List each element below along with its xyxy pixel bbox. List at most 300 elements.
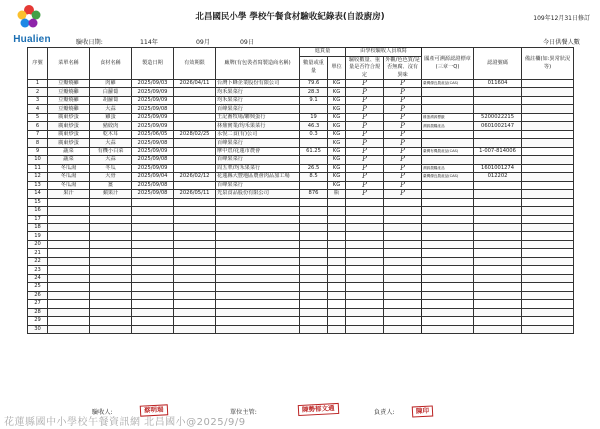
cell-no: 11 — [28, 164, 48, 172]
cell-qty: 61.25 — [300, 147, 328, 155]
cell-qty — [300, 240, 328, 248]
cell-no: 29 — [28, 317, 48, 325]
cell-check-qty — [346, 223, 384, 231]
cell-qty — [300, 266, 328, 274]
cell-cert-no — [474, 257, 522, 265]
cell-expiry — [174, 147, 216, 155]
cell-mfg-date: 2025/09/08 — [132, 190, 174, 198]
cell-ingredient: 有機小白菜 — [90, 147, 132, 155]
cell-check-qty: P — [346, 96, 384, 104]
table-row — [28, 300, 574, 308]
table-row — [28, 240, 574, 248]
cell-expiry: 2026/05/11 — [174, 190, 216, 198]
cell-check-appearance: P — [384, 181, 422, 189]
cell-check-qty — [346, 325, 384, 333]
cell-dish: 廣東炒蛋 — [48, 122, 90, 130]
cell-unit: KG — [328, 96, 346, 104]
cell-check-qty — [346, 240, 384, 248]
cell-brand: 百峰果菜行 — [216, 139, 300, 147]
table-row — [28, 139, 574, 147]
table-row — [28, 317, 574, 325]
cell-check-qty: P — [346, 80, 384, 88]
cell-remark — [522, 300, 574, 308]
cell-qty — [300, 232, 328, 240]
cell-check-qty — [346, 300, 384, 308]
table-row — [28, 156, 574, 164]
cell-brand: 均禾果菜行 — [216, 88, 300, 96]
cell-no: 10 — [28, 156, 48, 164]
cell-dish — [48, 300, 90, 308]
cell-check-qty: P — [346, 156, 384, 164]
cell-cert-label — [422, 96, 474, 104]
cell-brand — [216, 283, 300, 291]
cell-ingredient — [90, 249, 132, 257]
cell-unit: KG — [328, 122, 346, 130]
cell-qty: 28.3 — [300, 88, 328, 96]
cell-qty: 19 — [300, 113, 328, 121]
cell-check-appearance: P — [384, 139, 422, 147]
cell-no: 4 — [28, 105, 48, 113]
cell-brand: 永悅二食(有)公司 — [216, 130, 300, 138]
cell-no: 12 — [28, 173, 48, 181]
cell-dish — [48, 257, 90, 265]
cell-dish — [48, 274, 90, 282]
cell-mfg-date: 2025/09/09 — [132, 113, 174, 121]
cell-check-appearance — [384, 207, 422, 215]
cell-mfg-date — [132, 232, 174, 240]
cell-no: 28 — [28, 308, 48, 316]
table-row — [28, 308, 574, 316]
cell-no: 27 — [28, 300, 48, 308]
cell-check-qty: P — [346, 130, 384, 138]
cell-ingredient — [90, 274, 132, 282]
cell-unit — [328, 232, 346, 240]
cell-mfg-date — [132, 240, 174, 248]
cell-check-appearance: P — [384, 164, 422, 172]
cell-expiry — [174, 96, 216, 104]
cell-expiry — [174, 207, 216, 215]
cell-dish: 冬瓜湯 — [48, 164, 90, 172]
cell-cert-label — [422, 266, 474, 274]
cell-ingredient — [90, 266, 132, 274]
cell-check-qty — [346, 198, 384, 206]
cell-qty — [300, 215, 328, 223]
cell-expiry — [174, 164, 216, 172]
cell-no: 15 — [28, 198, 48, 206]
cell-brand — [216, 207, 300, 215]
cell-expiry: 2026/02/12 — [174, 173, 216, 181]
cell-check-qty: P — [346, 147, 384, 155]
cell-qty: 876 — [300, 190, 328, 198]
cell-remark — [522, 190, 574, 198]
cell-no: 18 — [28, 223, 48, 231]
cell-no: 6 — [28, 122, 48, 130]
cell-cert-no — [474, 215, 522, 223]
cell-cert-no: 012202 — [474, 173, 522, 181]
cell-ingredient: 雞蛋 — [90, 113, 132, 121]
table-row — [28, 113, 574, 121]
header-cert-label: 國產可溯源認證標章(三章一Q) — [422, 48, 474, 80]
cell-cert-label — [422, 325, 474, 333]
table-body — [28, 80, 574, 334]
cell-remark — [522, 173, 574, 181]
table-row — [28, 198, 574, 206]
table-row — [28, 283, 574, 291]
cell-qty: 26.5 — [300, 164, 328, 172]
cell-remark — [522, 266, 574, 274]
table-row — [28, 207, 574, 215]
date-month: 09月 — [196, 39, 211, 46]
cell-ingredient — [90, 291, 132, 299]
cell-check-appearance — [384, 240, 422, 248]
cell-cert-label: 雞蛋溯源標籤 — [422, 113, 474, 121]
cell-brand: 百峰果菜行 — [216, 156, 300, 164]
cell-expiry — [174, 240, 216, 248]
cell-remark — [522, 122, 574, 130]
cell-check-qty — [346, 232, 384, 240]
cell-cert-label — [422, 223, 474, 231]
table-row — [28, 130, 574, 138]
cell-remark — [522, 257, 574, 265]
cell-check-qty: P — [346, 139, 384, 147]
cell-ingredient: 大蒜 — [90, 156, 132, 164]
cell-mfg-date — [132, 215, 174, 223]
cell-unit — [328, 325, 346, 333]
cell-mfg-date — [132, 223, 174, 231]
cell-expiry — [174, 215, 216, 223]
cell-no: 1 — [28, 80, 48, 88]
cell-check-qty — [346, 249, 384, 257]
header-qty: 數量或重量 — [300, 56, 328, 80]
principal-label: 負責人: — [374, 409, 395, 416]
cell-brand: 百峰果菜行 — [216, 105, 300, 113]
cell-expiry — [174, 88, 216, 96]
cell-dish — [48, 232, 90, 240]
cell-expiry — [174, 266, 216, 274]
table-row — [28, 291, 574, 299]
cell-cert-label: 臺灣優良農產品(CAS) — [422, 80, 474, 88]
table-row — [28, 232, 574, 240]
cell-expiry: 2026/04/11 — [174, 80, 216, 88]
cell-no: 20 — [28, 240, 48, 248]
cell-check-appearance — [384, 274, 422, 282]
cell-qty — [300, 325, 328, 333]
cell-cert-no — [474, 156, 522, 164]
cell-no: 14 — [28, 190, 48, 198]
cell-expiry — [174, 139, 216, 147]
cell-mfg-date — [132, 257, 174, 265]
cell-expiry — [174, 257, 216, 265]
cell-brand — [216, 300, 300, 308]
table-row — [28, 147, 574, 155]
cell-unit — [328, 300, 346, 308]
cell-ingredient — [90, 257, 132, 265]
cell-expiry — [174, 156, 216, 164]
cell-check-appearance — [384, 300, 422, 308]
header-expiry: 有效期限 — [174, 48, 216, 80]
cell-brand — [216, 223, 300, 231]
cell-expiry — [174, 105, 216, 113]
cell-cert-no — [474, 266, 522, 274]
cell-cert-label — [422, 181, 474, 189]
cell-cert-no — [474, 105, 522, 113]
cell-ingredient — [90, 207, 132, 215]
cell-qty — [300, 274, 328, 282]
cell-mfg-date: 2025/09/03 — [132, 80, 174, 88]
cell-check-appearance — [384, 308, 422, 316]
cell-cert-no — [474, 308, 522, 316]
cell-qty — [300, 308, 328, 316]
cell-brand: 摩中倉/花蓮市農會 — [216, 147, 300, 155]
cell-cert-no: 011604 — [474, 80, 522, 88]
cell-ingredient — [90, 198, 132, 206]
cell-qty: 79.6 — [300, 80, 328, 88]
cell-dish — [48, 325, 90, 333]
cell-remark — [522, 308, 574, 316]
cell-brand — [216, 249, 300, 257]
cell-check-appearance — [384, 266, 422, 274]
cell-cert-no — [474, 96, 522, 104]
cell-check-qty: P — [346, 122, 384, 130]
cell-check-qty: P — [346, 181, 384, 189]
cell-expiry — [174, 300, 216, 308]
cell-dish — [48, 215, 90, 223]
table-row — [28, 249, 574, 257]
cell-brand: 台灣卜蜂企業股份有限公司 — [216, 80, 300, 88]
cell-cert-no: 1-007-814006 — [474, 147, 522, 155]
cell-brand — [216, 266, 300, 274]
inspector-label: 驗收人: — [92, 409, 113, 416]
cell-qty — [300, 249, 328, 257]
cell-unit — [328, 223, 346, 231]
date-day: 09日 — [240, 39, 255, 46]
cell-remark — [522, 113, 574, 121]
cell-brand: 林鼎實業/均禾果菜行 — [216, 122, 300, 130]
cell-expiry — [174, 232, 216, 240]
cell-ingredient — [90, 215, 132, 223]
cell-remark — [522, 105, 574, 113]
cell-no: 21 — [28, 249, 48, 257]
cell-cert-no — [474, 300, 522, 308]
cell-qty — [300, 198, 328, 206]
cell-brand — [216, 317, 300, 325]
cell-expiry: 2028/02/25 — [174, 130, 216, 138]
cell-qty — [300, 291, 328, 299]
cell-mfg-date: 2025/09/08 — [132, 181, 174, 189]
cell-check-appearance: P — [384, 105, 422, 113]
cell-dish — [48, 249, 90, 257]
cell-cert-no — [474, 198, 522, 206]
date-year: 114年 — [140, 39, 158, 46]
cell-cert-no — [474, 274, 522, 282]
table-row — [28, 122, 574, 130]
cell-dish — [48, 223, 90, 231]
cell-check-qty: P — [346, 113, 384, 121]
cell-ingredient: 冬瓜 — [90, 164, 132, 172]
cell-check-qty — [346, 207, 384, 215]
cell-mfg-date — [132, 308, 174, 316]
cell-remark — [522, 283, 574, 291]
principal-stamp: 陳印 — [412, 405, 434, 417]
cell-ingredient: 豬絞肉 — [90, 122, 132, 130]
cell-remark — [522, 80, 574, 88]
cell-unit: KG — [328, 164, 346, 172]
cell-unit — [328, 283, 346, 291]
cell-remark — [522, 249, 574, 257]
table-row — [28, 105, 574, 113]
cell-unit — [328, 257, 346, 265]
table-row — [28, 88, 574, 96]
cell-dish — [48, 283, 90, 291]
cell-cert-no: 1601001274 — [474, 164, 522, 172]
cell-check-qty — [346, 274, 384, 282]
cell-remark — [522, 232, 574, 240]
flower-emblem-icon — [16, 4, 42, 28]
cell-ingredient: 大蒜 — [90, 105, 132, 113]
cell-cert-label — [422, 291, 474, 299]
cell-cert-label — [422, 105, 474, 113]
cell-cert-no — [474, 181, 522, 189]
cell-cert-label — [422, 274, 474, 282]
cell-remark — [522, 130, 574, 138]
cell-brand — [216, 240, 300, 248]
cell-expiry — [174, 274, 216, 282]
cell-brand: 王記畜牧場/聯興蛋行 — [216, 113, 300, 121]
cell-mfg-date — [132, 198, 174, 206]
cell-mfg-date — [132, 283, 174, 291]
table-row — [28, 190, 574, 198]
cell-unit — [328, 291, 346, 299]
cell-check-qty — [346, 317, 384, 325]
header-dish: 菜單名稱 — [48, 48, 90, 80]
cell-cert-label — [422, 300, 474, 308]
cell-cert-no — [474, 232, 522, 240]
cell-qty — [300, 181, 328, 189]
cell-check-appearance: P — [384, 190, 422, 198]
cell-brand — [216, 308, 300, 316]
cell-check-appearance: P — [384, 96, 422, 104]
cell-check-appearance: P — [384, 88, 422, 96]
header-no: 序號 — [28, 48, 48, 80]
header-unit: 單位 — [328, 56, 346, 80]
cell-remark — [522, 207, 574, 215]
table-row — [28, 181, 574, 189]
cell-check-appearance: P — [384, 113, 422, 121]
meals-count-label: 今日供餐人數 — [542, 39, 580, 46]
cell-cert-no: 5200022215 — [474, 113, 522, 121]
cell-check-appearance — [384, 325, 422, 333]
cell-mfg-date: 2025/09/09 — [132, 88, 174, 96]
cell-cert-label — [422, 232, 474, 240]
cell-qty: 46.3 — [300, 122, 328, 130]
cell-remark — [522, 325, 574, 333]
cell-no: 30 — [28, 325, 48, 333]
cell-cert-no — [474, 130, 522, 138]
cell-unit — [328, 266, 346, 274]
cell-cert-no — [474, 240, 522, 248]
cell-qty — [300, 139, 328, 147]
cell-check-qty: P — [346, 190, 384, 198]
cell-remark — [522, 139, 574, 147]
cell-mfg-date — [132, 274, 174, 282]
cell-no: 3 — [28, 96, 48, 104]
cell-cert-no — [474, 283, 522, 291]
cell-mfg-date: 2025/09/09 — [132, 122, 174, 130]
cell-expiry — [174, 283, 216, 291]
cell-ingredient — [90, 317, 132, 325]
cell-mfg-date: 2025/09/09 — [132, 147, 174, 155]
header-brand: 廠牌(有包裝者寫製造商名稱) — [216, 48, 300, 80]
cell-qty — [300, 223, 328, 231]
cell-brand: 均禾果菜行 — [216, 96, 300, 104]
cell-expiry — [174, 308, 216, 316]
cell-check-qty: P — [346, 88, 384, 96]
cell-qty — [300, 317, 328, 325]
cell-unit — [328, 198, 346, 206]
cell-qty — [300, 156, 328, 164]
cell-cert-label: 溯源農糧產品 — [422, 122, 474, 130]
cell-check-appearance: P — [384, 147, 422, 155]
cell-cert-label — [422, 283, 474, 291]
cell-ingredient — [90, 223, 132, 231]
cell-mfg-date: 2025/09/04 — [132, 173, 174, 181]
cell-no: 7 — [28, 130, 48, 138]
cell-brand: 周五華/均禾果菜行 — [216, 164, 300, 172]
cell-ingredient: 白蘿蔔 — [90, 88, 132, 96]
cell-qty: 9.1 — [300, 96, 328, 104]
cell-no: 16 — [28, 207, 48, 215]
cell-cert-label — [422, 240, 474, 248]
cell-brand — [216, 215, 300, 223]
cell-cert-no — [474, 317, 522, 325]
cell-cert-no — [474, 190, 522, 198]
cell-no: 5 — [28, 113, 48, 121]
cell-unit: 瓶 — [328, 190, 346, 198]
logo-brand-text: Hualien — [13, 34, 51, 45]
cell-check-appearance: P — [384, 156, 422, 164]
header-check-appearance: 外觀/色色質/是否無腐、沒有異味 — [385, 56, 420, 78]
cell-mfg-date — [132, 266, 174, 274]
cell-cert-no: 0601002147 — [474, 122, 522, 130]
cell-qty: 0.3 — [300, 130, 328, 138]
cell-ingredient — [90, 283, 132, 291]
cell-dish: 廣東炒蛋 — [48, 130, 90, 138]
header-check-qty: 驗收數量、重量是否符合規定 — [346, 56, 384, 80]
cell-brand — [216, 198, 300, 206]
cell-mfg-date: 2025/06/05 — [132, 130, 174, 138]
cell-ingredient: 薑 — [90, 181, 132, 189]
cell-dish: 冬瓜湯 — [48, 181, 90, 189]
cell-dish: 廣東炒蛋 — [48, 139, 90, 147]
cell-check-appearance — [384, 283, 422, 291]
cell-check-appearance — [384, 223, 422, 231]
cell-no: 26 — [28, 291, 48, 299]
cell-ingredient: 胡蘿蔔 — [90, 96, 132, 104]
cell-cert-label — [422, 215, 474, 223]
cell-check-qty — [346, 257, 384, 265]
cell-cert-label — [422, 198, 474, 206]
cell-ingredient — [90, 240, 132, 248]
cell-unit: KG — [328, 181, 346, 189]
cell-check-appearance — [384, 215, 422, 223]
table-row — [28, 257, 574, 265]
header-cert-no: 認證號碼 — [474, 48, 522, 80]
watermark-text: 花蓮縣國中小學校午餐資訊網 北昌國小@2025/9/9 — [4, 417, 246, 428]
cell-dish: 果汁 — [48, 190, 90, 198]
cell-dish — [48, 266, 90, 274]
cell-remark — [522, 88, 574, 96]
cell-dish: 廣東炒蛋 — [48, 113, 90, 121]
